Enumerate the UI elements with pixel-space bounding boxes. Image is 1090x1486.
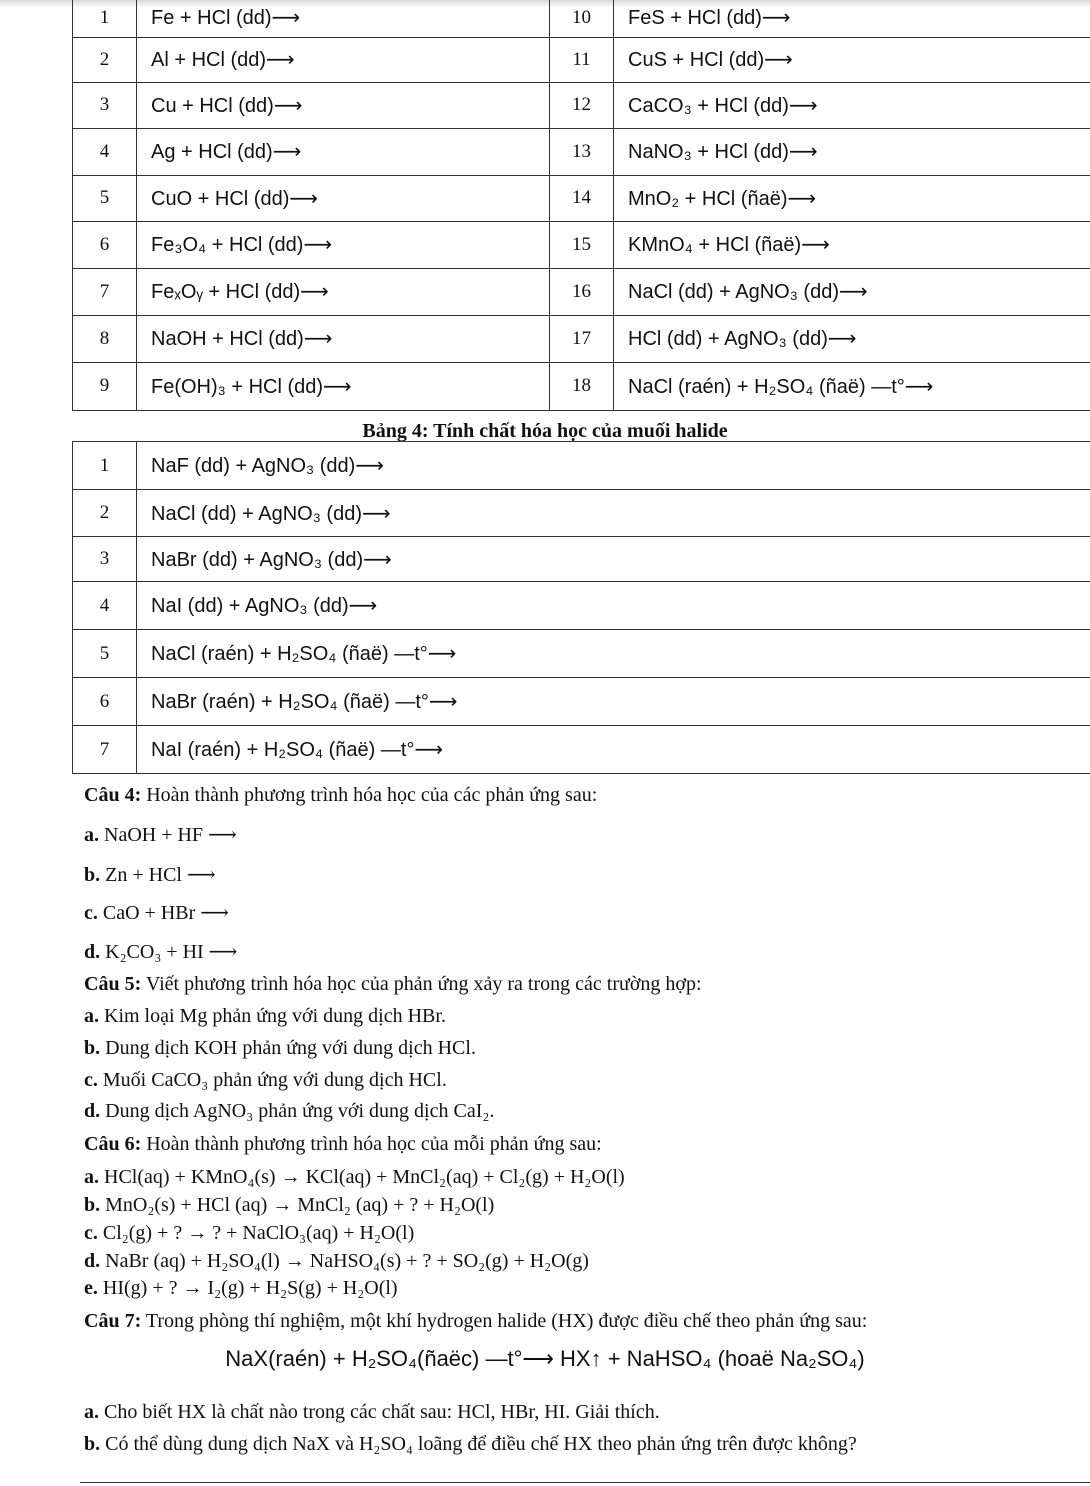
item-key: b. [84,1194,101,1216]
reaction-formula: CuS + HCl (dd)⟶ [614,37,1090,82]
item-text: HI(g) + ? → I₂(g) + H₂S(g) + H₂O(l) [102,1277,398,1299]
reaction-formula: Fe + HCl (dd)⟶ [137,0,550,37]
row-number: 8 [73,315,137,362]
answer-item [84,900,229,925]
reaction-formula: Fe(OH)₃ + HCl (dd)⟶ [137,362,550,410]
item-text: Cho biết HX là chất nào trong các chất sau: HCl, HBr, HI. Giải thích. [104,1401,660,1423]
item-text: CaO + HBr ⟶ [102,902,229,924]
reaction-formula: MnO₂ + HCl (ñaë)⟶ [614,175,1090,221]
row-number: 7 [73,726,137,774]
reaction-formula: CaCO₃ + HCl (dd)⟶ [614,82,1090,128]
table-row [73,630,1090,678]
table-row [73,268,1090,315]
table-row [73,128,1090,175]
row-number: 13 [550,128,614,175]
table-row [73,362,1090,410]
item-text: NaOH + HF ⟶ [104,824,237,846]
answer-item [84,1277,398,1300]
table-row [73,537,1090,582]
question-text: Trong phòng thí nghiệm, một khí hydrogen halide (HX) được điều chế theo phản ứng sau: [145,1310,868,1332]
reaction-formula: NaBr (dd) + AgNO₃ (dd)⟶ [137,537,1090,582]
reaction-formula: Fe₃O₄ + HCl (dd)⟶ [137,221,550,268]
item-text: MnO₂(s) + HCl (aq) → MnCl₂ (aq) + ? + H₂O(l) [105,1194,495,1216]
item-key: c. [84,1222,98,1244]
item-key: a. [84,824,99,846]
row-number: 2 [73,490,137,537]
answer-item [84,1194,494,1217]
item-key: c. [84,1069,98,1091]
row-number: 14 [550,175,614,221]
answer-item [84,822,237,847]
reaction-formula: CuO + HCl (dd)⟶ [137,175,550,221]
row-number: 1 [73,442,137,490]
row-number: 5 [73,175,137,221]
reaction-formula: NaOH + HCl (dd)⟶ [137,315,550,362]
question-text: Viết phương trình hóa học của phản ứng xảy ra trong các trường hợp: [145,973,702,995]
item-text: Zn + HCl ⟶ [105,864,216,886]
answer-item [84,1005,446,1028]
preparation-equation: NaX(raén) + H₂SO₄(ñaëc) —t°⟶ HX↑ + NaHSO₄ (hoaë Na₂SO₄) [225,1346,865,1371]
reaction-formula: FeₓOᵧ + HCl (dd)⟶ [137,268,550,315]
reaction-formula: KMnO₄ + HCl (ñaë)⟶ [614,221,1090,268]
reaction-formula: NaCl (dd) + AgNO₃ (dd)⟶ [137,490,1090,537]
row-number: 2 [73,37,137,82]
reaction-formula: NaI (raén) + H₂SO₄ (ñaë) —t°⟶ [137,726,1090,774]
answer-item [84,1166,625,1189]
table-row [73,82,1090,128]
table-row [73,315,1090,362]
reaction-formula: NaCl (raén) + H₂SO₄ (ñaë) —t°⟶ [137,630,1090,678]
row-number: 5 [73,630,137,678]
reaction-table-halide-salts [72,441,1090,774]
question-7 [84,1310,867,1333]
answer-item [84,1250,589,1273]
item-text: Dung dịch AgNO₃ phản ứng với dung dịch CaI₂. [105,1100,495,1122]
answer-item [84,1100,494,1123]
reaction-formula: NaCl (dd) + AgNO₃ (dd)⟶ [614,268,1090,315]
reaction-formula: NaCl (raén) + H₂SO₄ (ñaë) —t°⟶ [614,362,1090,410]
item-key: b. [84,1037,101,1059]
question-label: Câu 5: [84,973,142,995]
item-key: d. [84,941,101,963]
table-row [73,442,1090,490]
answer-item [84,939,237,964]
reaction-formula: Cu + HCl (dd)⟶ [137,82,550,128]
item-text: K₂CO₃ + HI ⟶ [105,941,238,963]
item-key: a. [84,1166,99,1188]
bottom-rule [80,1482,1090,1483]
item-text: Kim loại Mg phản ứng với dung dịch HBr. [104,1005,446,1027]
question-label: Câu 7: [84,1310,142,1332]
row-number: 1 [73,0,137,37]
table-row [73,490,1090,537]
table-row [73,726,1090,774]
row-number: 10 [550,0,614,37]
question-label: Câu 6: [84,1133,142,1155]
item-text: HCl(aq) + KMnO₄(s) → KCl(aq) + MnCl₂(aq) + Cl₂(g) + H₂O(l) [104,1166,625,1188]
answer-item [84,1222,414,1245]
question-text: Hoàn thành phương trình hóa học của các phản ứng sau: [146,784,598,806]
item-text: Muối CaCO₃ phản ứng với dung dịch HCl. [102,1069,447,1091]
reaction-formula: Al + HCl (dd)⟶ [137,37,550,82]
question-label: Câu 4: [84,784,142,806]
row-number: 6 [73,221,137,268]
item-key: c. [84,902,98,924]
reaction-formula: NaI (dd) + AgNO₃ (dd)⟶ [137,582,1090,630]
table-row [73,582,1090,630]
item-text: NaBr (aq) + H₂SO₄(l) → NaHSO₄(s) + ? + SO₂(g) + H₂O(g) [105,1250,589,1272]
reaction-formula: Ag + HCl (dd)⟶ [137,128,550,175]
row-number: 11 [550,37,614,82]
reaction-formula: HCl (dd) + AgNO₃ (dd)⟶ [614,315,1090,362]
row-number: 9 [73,362,137,410]
item-key: a. [84,1005,99,1027]
row-number: 12 [550,82,614,128]
reaction-table-hcl [72,0,1090,411]
table-row [73,175,1090,221]
item-text: Cl₂(g) + ? → ? + NaClO₃(aq) + H₂O(l) [102,1222,415,1244]
table-row [73,0,1090,37]
answer-item [84,1433,857,1456]
item-key: a. [84,1401,99,1423]
row-number: 4 [73,128,137,175]
answer-item [84,1069,447,1092]
answer-item [84,1037,476,1060]
row-number: 4 [73,582,137,630]
item-text: Có thể dùng dung dịch NaX và H₂SO₄ loãng để điều chế HX theo phản ứng trên được không? [105,1433,857,1455]
row-number: 3 [73,82,137,128]
row-number: 18 [550,362,614,410]
answer-item [84,862,216,887]
question-4 [84,784,597,807]
reaction-formula: NaF (dd) + AgNO₃ (dd)⟶ [137,442,1090,490]
question-text: Hoàn thành phương trình hóa học của mỗi phản ứng sau: [146,1133,602,1155]
row-number: 16 [550,268,614,315]
item-text: Dung dịch KOH phản ứng với dung dịch HCl. [105,1037,476,1059]
item-key: b. [84,864,101,886]
table-row [73,37,1090,82]
reaction-formula: NaBr (raén) + H₂SO₄ (ñaë) —t°⟶ [137,678,1090,726]
reaction-formula: FeS + HCl (dd)⟶ [614,0,1090,37]
item-key: b. [84,1433,101,1455]
row-number: 15 [550,221,614,268]
table-row [73,678,1090,726]
row-number: 7 [73,268,137,315]
item-key: d. [84,1100,101,1122]
answer-item [84,1401,660,1424]
item-key: d. [84,1250,101,1272]
row-number: 17 [550,315,614,362]
row-number: 3 [73,537,137,582]
reaction-formula: NaNO₃ + HCl (dd)⟶ [614,128,1090,175]
row-number: 6 [73,678,137,726]
table-row [73,221,1090,268]
item-key: e. [84,1277,98,1299]
table-4-title: Bảng 4: Tính chất hóa học của muối halide [362,420,728,442]
question-6 [84,1133,602,1156]
question-5 [84,973,702,996]
